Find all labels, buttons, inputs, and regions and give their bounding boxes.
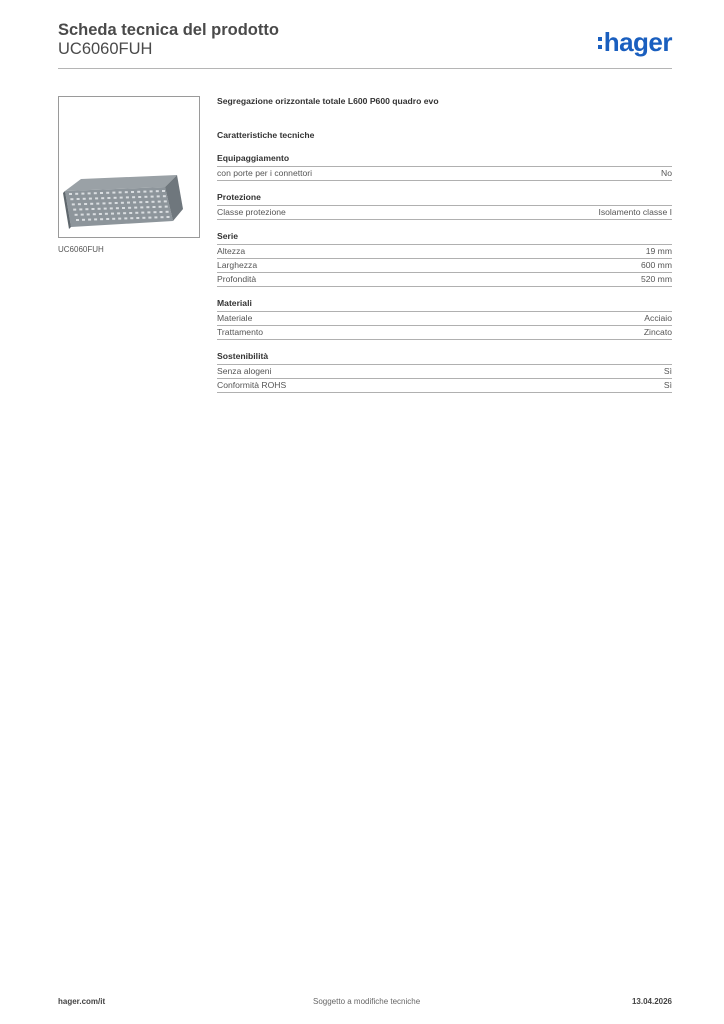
spec-row (217, 273, 672, 287)
spec-label: Senza alogeni (217, 366, 272, 376)
spec-value: Isolamento classe I (598, 207, 672, 217)
header-divider (58, 68, 672, 69)
spec-label: Conformità ROHS (217, 380, 287, 390)
spec-value: 19 mm (645, 246, 672, 256)
spec-group-equipaggiamento (217, 153, 672, 181)
spec-label: Trattamento (217, 327, 264, 337)
image-caption: UC6060FUH (58, 245, 104, 254)
section-heading: Caratteristiche tecniche (217, 130, 315, 140)
spec-label: con porte per i connettori (217, 168, 313, 178)
spec-value: 600 mm (640, 260, 672, 270)
spec-group-serie (217, 231, 672, 287)
spec-row (217, 379, 672, 393)
group-title: Sostenibilità (217, 351, 672, 365)
product-description: Segregazione orizzontale totale L600 P600 quadro evo (217, 96, 439, 106)
spec-row (217, 167, 672, 181)
spec-group-sostenibilita (217, 351, 672, 393)
spec-row (217, 326, 672, 340)
footer-date: 13.04.2026 (631, 997, 672, 1006)
product-image (58, 96, 200, 238)
spec-label: Classe protezione (217, 207, 286, 217)
spec-label: Profondità (217, 274, 257, 284)
spec-label: Materiale (217, 313, 253, 323)
spec-row (217, 312, 672, 326)
footer-website: hager.com/it (58, 997, 106, 1006)
logo-dots-icon (598, 37, 602, 49)
spec-label: Larghezza (217, 260, 258, 270)
group-title: Materiali (217, 298, 672, 312)
spec-group-materiali (217, 298, 672, 340)
spec-value: Zincato (643, 327, 672, 337)
logo-text: hager (603, 27, 672, 57)
spec-group-protezione (217, 192, 672, 220)
spec-row (217, 245, 672, 259)
spec-row (217, 259, 672, 273)
brand-logo (598, 27, 672, 58)
spec-label: Altezza (217, 246, 246, 256)
spec-value: Sì (663, 380, 672, 390)
group-title: Serie (217, 231, 672, 245)
page-title: Scheda tecnica del prodotto (58, 21, 279, 39)
spec-content (217, 96, 672, 393)
perforated-tray-icon (59, 97, 199, 237)
spec-value: No (661, 168, 672, 178)
spec-value: Acciaio (644, 313, 672, 323)
group-title: Protezione (217, 192, 672, 206)
spec-row (217, 206, 672, 220)
spec-value: Sì (663, 366, 672, 376)
spec-row (217, 365, 672, 379)
footer-note: Soggetto a modifiche tecniche (313, 997, 421, 1006)
group-title: Equipaggiamento (217, 153, 672, 167)
product-code: UC6060FUH (58, 40, 153, 58)
spec-value: 520 mm (640, 274, 672, 284)
